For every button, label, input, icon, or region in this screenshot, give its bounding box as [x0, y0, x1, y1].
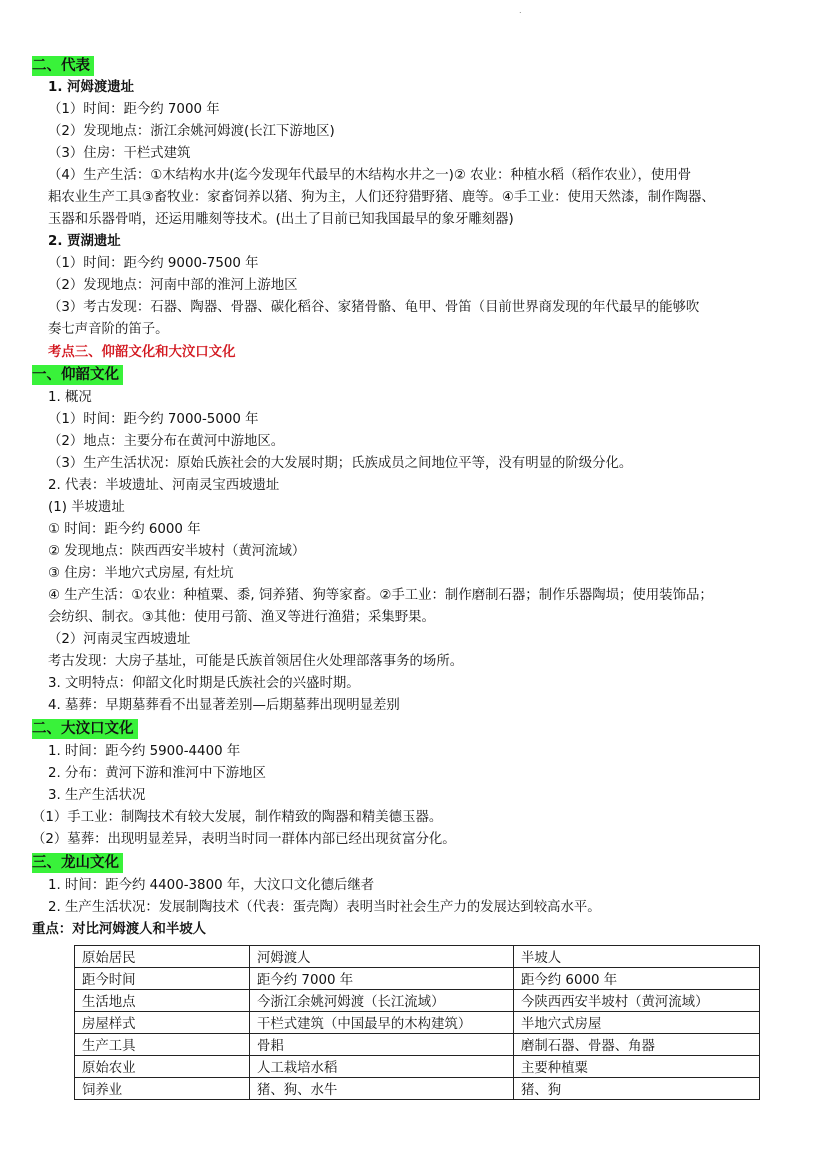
comparison-table	[74, 945, 760, 1100]
text-line: ② 发现地点：陕西西安半坡村（黄河流域）	[48, 544, 306, 559]
key-point-heading: 重点：对比河姆渡人和半坡人	[32, 922, 207, 937]
table-cell: 猪、狗、水牛	[250, 1078, 514, 1100]
table-cell: 半坡人	[514, 946, 760, 968]
text-line: 1. 概况	[48, 390, 92, 405]
text-line: （1）时间：距今约 7000-5000 年	[48, 412, 259, 427]
table-cell: 距今约 7000 年	[250, 968, 514, 990]
text-line: （2）墓葬：出现明显差异，表明当时同一群体内部已经出现贫富分化。	[32, 832, 456, 847]
table-cell: 饲养业	[75, 1078, 250, 1100]
text-line: （3）考古发现：石器、陶器、骨器、碳化稻谷、家猪骨骼、龟甲、骨笛（目前世界商发现的年代最早的能够吹	[48, 300, 700, 315]
table-row	[75, 968, 760, 990]
table-row	[75, 990, 760, 1012]
text-line: （1）时间：距今约 7000 年	[48, 102, 220, 117]
text-line: 2. 生产生活状况：发展制陶技术（代表：蛋壳陶）表明当时社会生产力的发展达到较高水平。	[48, 900, 601, 915]
text-line: 考古发现：大房子基址，可能是氏族首领居住火处理部落事务的场所。	[48, 654, 464, 669]
table-row	[75, 946, 760, 968]
heading-longshan: 三、龙山文化	[32, 853, 123, 873]
table-cell: 今陕西西安半坡村（黄河流域）	[514, 990, 760, 1012]
table-cell: 原始居民	[75, 946, 250, 968]
text-line: （3）生产生活状况：原始氏族社会的大发展时期；氏族成员之间地位平等，没有明显的阶级分化。	[48, 456, 633, 471]
table-cell: 人工栽培水稻	[250, 1056, 514, 1078]
table-cell: 距今时间	[75, 968, 250, 990]
heading-yangshao: 一、仰韶文化	[32, 365, 123, 385]
heading-dawenkou: 二、大汶口文化	[32, 719, 138, 739]
table-cell: 磨制石器、骨器、角器	[514, 1034, 760, 1056]
table-cell: 生活地点	[75, 990, 250, 1012]
text-line: ① 时间：距今约 6000 年	[48, 522, 201, 537]
table-cell: 距今约 6000 年	[514, 968, 760, 990]
text-line: 1. 时间：距今约 5900-4400 年	[48, 744, 241, 759]
subheading-jiahu: 2. 贾湖遗址	[48, 234, 121, 249]
text-line: 2. 代表：半坡遗址、河南灵宝西坡遗址	[48, 478, 280, 493]
text-line: （1）时间：距今约 9000-7500 年	[48, 256, 259, 271]
text-line: 2. 分布：黄河下游和淮河中下游地区	[48, 766, 266, 781]
text-line: （2）河南灵宝西坡遗址	[48, 632, 191, 647]
text-line: 耜农业生产工具③畜牧业：家畜饲养以猪、狗为主，人们还狩猎野猪、鹿等。④手工业：使用天然漆，制作陶器、	[48, 190, 715, 205]
table-row	[75, 1012, 760, 1034]
text-line: (1) 半坡遗址	[48, 500, 125, 515]
text-line: （4）生产生活：①木结构水井(迄今发现年代最早的木结构水井之一)② 农业：种植水稻（稻作农业），使用骨	[48, 168, 692, 183]
table-row	[75, 1056, 760, 1078]
table-cell: 今浙江余姚河姆渡（长江流域）	[250, 990, 514, 1012]
text-line: 3. 文明特点：仰韶文化时期是氏族社会的兴盛时期。	[48, 676, 360, 691]
text-line: 4. 墓葬：早期墓葬看不出显著差别—后期墓葬出现明显差别	[48, 698, 400, 713]
table-cell: 半地穴式房屋	[514, 1012, 760, 1034]
table-cell: 主要种植粟	[514, 1056, 760, 1078]
table-cell: 房屋样式	[75, 1012, 250, 1034]
top-mark: .	[519, 6, 522, 15]
table-cell: 骨耜	[250, 1034, 514, 1056]
text-line: （1）手工业：制陶技术有较大发展，制作精致的陶器和精美德玉器。	[32, 810, 443, 825]
text-line: 会纺织、制衣。③其他：使用弓箭、渔叉等进行渔猎；采集野果。	[48, 610, 435, 625]
table-cell: 干栏式建筑（中国最早的木构建筑）	[250, 1012, 514, 1034]
table-row	[75, 1034, 760, 1056]
table-row	[75, 1078, 760, 1100]
subheading-hemudu: 1. 河姆渡遗址	[48, 80, 135, 95]
heading-representatives: 二、代表	[32, 56, 94, 76]
text-line: 3. 生产生活状况	[48, 788, 146, 803]
text-line: 奏七声音阶的笛子。	[48, 322, 169, 337]
exam-point-heading: 考点三、仰韶文化和大汶口文化	[48, 345, 236, 360]
text-line: 玉器和乐器骨哨，还运用雕刻等技术。(出土了目前已知我国最早的象牙雕刻器)	[48, 212, 514, 227]
text-line: ④ 生产生活：①农业：种植粟、黍, 饲养猪、狗等家畜。②手工业：制作磨制石器；制作乐器陶埙；使用装饰品；	[48, 588, 713, 603]
text-line: （2）发现地点：浙江余姚河姆渡(长江下游地区)	[48, 124, 335, 139]
text-line: （2）发现地点：河南中部的淮河上游地区	[48, 278, 298, 293]
table-cell: 猪、狗	[514, 1078, 760, 1100]
table-cell: 原始农业	[75, 1056, 250, 1078]
text-line: 1. 时间：距今约 4400-3800 年，大汶口文化德后继者	[48, 878, 375, 893]
table-cell: 生产工具	[75, 1034, 250, 1056]
text-line: （3）住房：干栏式建筑	[48, 146, 191, 161]
text-line: ③ 住房：半地穴式房屋, 有灶坑	[48, 566, 234, 581]
table-cell: 河姆渡人	[250, 946, 514, 968]
text-line: （2）地点：主要分布在黄河中游地区。	[48, 434, 285, 449]
